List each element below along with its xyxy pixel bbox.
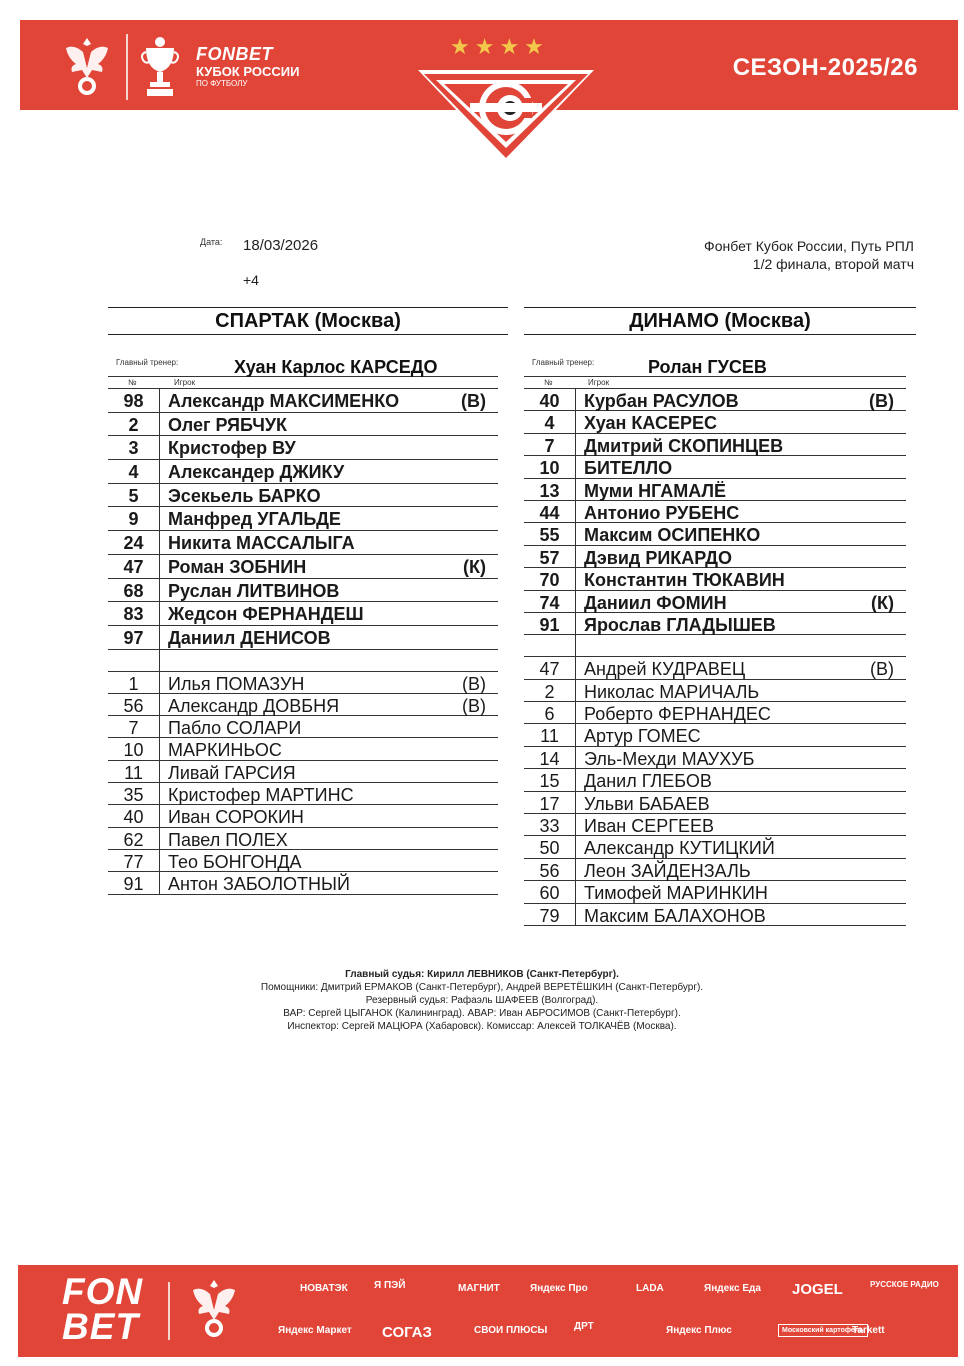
player-row	[108, 507, 498, 531]
player-row	[524, 724, 906, 746]
player-row	[108, 783, 498, 805]
player-name: Николас МАРИЧАЛЬ	[584, 681, 760, 702]
player-name: Даниил ФОМИН	[584, 592, 727, 613]
spartak-logo-icon	[418, 70, 594, 162]
sponsor-logo: ДРТ	[574, 1321, 594, 1332]
player-number: 2	[108, 413, 160, 436]
header-divider	[126, 34, 128, 100]
player-role-mark: (В)	[462, 695, 486, 716]
player-name: Ливай ГАРСИЯ	[168, 762, 296, 783]
fonbet-logo-line2: BET	[62, 1306, 139, 1347]
player-number: 47	[524, 657, 576, 678]
sponsor-logo: Tarkett	[852, 1325, 885, 1336]
player-number: 74	[524, 591, 576, 612]
match-extra: +4	[243, 272, 259, 288]
cup-title: КУБОК РОССИИ	[196, 64, 300, 79]
player-name: Иван СЕРГЕЕВ	[584, 816, 715, 837]
cup-brand: FONBET	[196, 44, 273, 64]
player-row	[524, 523, 906, 545]
footer-divider	[168, 1282, 170, 1340]
sponsor-logo: Московский картофель	[778, 1324, 868, 1337]
player-number: 68	[108, 579, 160, 602]
player-column-label: Игрок	[174, 378, 196, 387]
player-row	[524, 814, 906, 836]
player-number: 4	[524, 411, 576, 432]
rfs-eagle-emblem-icon	[188, 1276, 240, 1342]
player-name: Максим ОСИПЕНКО	[584, 525, 761, 546]
match-date: 18/03/2026	[243, 237, 319, 254]
player-role-mark: (К)	[463, 556, 486, 577]
player-number: 2	[524, 680, 576, 701]
player-row	[108, 602, 498, 626]
player-number: 14	[524, 747, 576, 768]
player-row	[108, 805, 498, 827]
player-row	[524, 389, 906, 411]
player-name: Леон ЗАЙДЕНЗАЛЬ	[584, 860, 751, 881]
cup-trophy-icon	[140, 34, 180, 100]
player-name: Ярослав ГЛАДЫШЕВ	[584, 614, 776, 635]
player-number: 77	[108, 850, 160, 871]
player-row	[108, 738, 498, 760]
player-row	[524, 501, 906, 523]
player-row	[108, 436, 498, 460]
sponsor-logo: LADA	[636, 1283, 664, 1294]
sponsor-logo: Я ПЭЙ	[374, 1280, 406, 1291]
player-name: Никита МАССАЛЫГА	[168, 533, 355, 554]
sponsor-logo: Яндекс Про	[530, 1283, 588, 1294]
player-name: Константин ТЮКАВИН	[584, 570, 785, 591]
player-name: Александер ДЖИКУ	[168, 462, 345, 483]
player-name: МАРКИНЬОС	[168, 740, 282, 761]
player-number: 13	[524, 479, 576, 500]
player-name: БИТЕЛЛО	[584, 458, 673, 479]
tournament-stage: 1/2 финала, второй матч	[752, 256, 914, 272]
player-number: 6	[524, 702, 576, 723]
sponsor-logo: НОВАТЭК	[300, 1283, 348, 1294]
player-number: 44	[524, 501, 576, 522]
player-name: Даниил ДЕНИСОВ	[168, 627, 331, 648]
player-row	[108, 672, 498, 694]
player-row	[524, 657, 906, 679]
home-coach-row	[108, 335, 498, 377]
fonbet-logo	[62, 1271, 144, 1347]
player-name: Хуан КАСЕРЕС	[584, 413, 717, 434]
reserve-referee: Резервный судья: Рафаэль ШАФЕЕВ (Волгоград).	[365, 995, 599, 1006]
home-column-header	[108, 377, 498, 389]
player-number: 97	[108, 626, 160, 649]
away-coach-row	[524, 335, 906, 377]
player-name: Жедсон ФЕРНАНДЕШ	[168, 604, 364, 625]
player-number: 5	[108, 484, 160, 507]
player-number: 15	[524, 769, 576, 790]
player-name: Артур ГОМЕС	[584, 726, 701, 747]
player-number: 62	[108, 828, 160, 849]
player-number	[524, 635, 576, 656]
sponsor-banner	[18, 1265, 958, 1357]
spacer-row	[108, 650, 498, 672]
player-row	[524, 680, 906, 702]
player-number: 91	[524, 613, 576, 634]
player-name: Максим БАЛАХОНОВ	[584, 905, 766, 926]
player-name: Александр КУТИЦКИЙ	[584, 838, 775, 859]
player-number: 79	[524, 904, 576, 925]
player-name: Ульви БАБАЕВ	[584, 793, 710, 814]
player-row	[524, 747, 906, 769]
player-row	[108, 761, 498, 783]
sponsor-logo: Яндекс Плюс	[666, 1325, 732, 1336]
player-name: Муми НГАМАЛЁ	[584, 480, 727, 501]
player-row	[108, 872, 498, 894]
player-name: Иван СОРОКИН	[168, 807, 304, 828]
player-row	[524, 411, 906, 433]
player-name: Кристофер МАРТИНС	[168, 785, 354, 806]
player-name: Манфред УГАЛЬДЕ	[168, 509, 341, 530]
player-row	[108, 484, 498, 508]
player-name: Дмитрий СКОПИНЦЕВ	[584, 435, 784, 456]
season-label: СЕЗОН-2025/26	[732, 54, 918, 81]
sponsor-logo: СВОИ ПЛЮСЫ	[474, 1325, 548, 1336]
fonbet-logo-line1: FON	[62, 1271, 144, 1312]
player-row	[108, 579, 498, 603]
player-row	[108, 460, 498, 484]
num-column-label: №	[544, 378, 553, 387]
cup-subtitle: ПО ФУТБОЛУ	[196, 79, 248, 88]
rfs-eagle-emblem-icon	[62, 34, 112, 100]
match-officials	[20, 968, 944, 1033]
player-name: Антонио РУБЕНС	[584, 502, 740, 523]
away-column-header	[524, 377, 906, 389]
player-row	[524, 591, 906, 613]
player-number: 70	[524, 568, 576, 589]
player-name: Александр ДОВБНЯ	[168, 695, 340, 716]
player-role-mark: (К)	[871, 592, 894, 613]
player-number: 1	[108, 672, 160, 693]
player-name: Курбан РАСУЛОВ	[584, 391, 739, 411]
player-row	[108, 413, 498, 437]
player-row	[524, 434, 906, 456]
player-row	[108, 716, 498, 738]
assistant-referees: Помощники: Дмитрий ЕРМАКОВ (Санкт-Петербург), Андрей ВЕРЕТЁШКИН (Санкт-Петербург).	[260, 982, 704, 993]
player-role-mark: (В)	[870, 659, 894, 680]
player-number: 33	[524, 814, 576, 835]
player-number: 35	[108, 783, 160, 804]
player-row	[108, 531, 498, 555]
player-name: Антон ЗАБОЛОТНЫЙ	[168, 874, 350, 895]
player-row	[524, 859, 906, 881]
player-row	[108, 555, 498, 579]
player-row	[524, 881, 906, 903]
player-number: 17	[524, 792, 576, 813]
player-row	[108, 389, 498, 413]
coach-label: Главный тренер:	[532, 358, 595, 367]
player-row	[524, 568, 906, 590]
sponsor-logo: JOGEL	[792, 1281, 843, 1298]
player-number: 10	[524, 456, 576, 477]
player-number: 50	[524, 836, 576, 857]
player-row	[524, 479, 906, 501]
player-number: 3	[108, 436, 160, 459]
away-team-sheet	[524, 307, 916, 926]
player-number: 57	[524, 546, 576, 567]
player-number: 40	[108, 805, 160, 826]
player-number: 56	[108, 694, 160, 715]
inspector-commissioner: Инспектор: Сергей МАЦЮРА (Хабаровск). Комиссар: Алексей ТОЛКАЧЁВ (Москва).	[287, 1021, 677, 1032]
player-number: 55	[524, 523, 576, 544]
player-number: 98	[108, 389, 160, 412]
player-name: Данил ГЛЕБОВ	[584, 771, 712, 792]
player-row	[524, 546, 906, 568]
player-name: Роберто ФЕРНАНДЕС	[584, 704, 771, 725]
player-number: 56	[524, 859, 576, 880]
player-name: Андрей КУДРАВЕЦ	[584, 659, 746, 680]
player-name: Тимофей МАРИНКИН	[584, 883, 768, 904]
player-name: Павел ПОЛЕХ	[168, 829, 288, 850]
player-column-label: Игрок	[588, 378, 610, 387]
player-number: 40	[524, 389, 576, 410]
player-number: 91	[108, 872, 160, 893]
player-number: 7	[108, 716, 160, 737]
player-row	[108, 850, 498, 872]
player-name: Эль-Мехди МАУХУБ	[584, 748, 755, 769]
sponsor-logo: СОГАЗ	[382, 1324, 432, 1341]
player-role-mark: (В)	[462, 673, 486, 694]
player-name: Эсекьель БАРКО	[168, 485, 321, 506]
player-row	[524, 836, 906, 858]
player-row	[108, 626, 498, 650]
player-name: Руслан ЛИТВИНОВ	[168, 580, 340, 601]
away-coach-name: Ролан ГУСЕВ	[648, 357, 767, 377]
tournament-name: Фонбет Кубок России, Путь РПЛ	[704, 238, 914, 254]
player-row	[524, 613, 906, 635]
sponsor-logo: Яндекс Еда	[704, 1283, 761, 1294]
player-row	[524, 702, 906, 724]
home-team-name: СПАРТАК (Москва)	[108, 307, 508, 335]
player-name: Илья ПОМАЗУН	[168, 673, 305, 694]
away-team-name: ДИНАМО (Москва)	[524, 307, 916, 335]
player-row	[524, 792, 906, 814]
player-name: Тео БОНГОНДА	[168, 851, 302, 872]
player-number: 11	[108, 761, 160, 782]
player-row	[524, 456, 906, 478]
player-name: Кристофер ВУ	[168, 438, 296, 459]
player-number	[108, 650, 160, 671]
player-number: 24	[108, 531, 160, 554]
date-label: Дата:	[200, 237, 223, 247]
player-name: Александр МАКСИМЕНКО	[168, 391, 400, 411]
player-name: Роман ЗОБНИН	[168, 556, 307, 577]
player-number: 47	[108, 555, 160, 578]
num-column-label: №	[128, 378, 137, 387]
player-number: 11	[524, 724, 576, 745]
player-number: 4	[108, 460, 160, 483]
tournament-info	[704, 237, 914, 273]
var-referees: ВАР: Сергей ЦЫГАНОК (Калининград). АВАР: Иван АБРОСИМОВ (Санкт-Петербург).	[283, 1008, 681, 1019]
coach-label: Главный тренер:	[116, 358, 179, 367]
sponsor-logo: Яндекс Маркет	[278, 1325, 352, 1336]
player-number: 9	[108, 507, 160, 530]
player-row	[108, 828, 498, 850]
player-role-mark: (В)	[461, 391, 486, 411]
sponsor-logo: МАГНИТ	[458, 1283, 500, 1294]
sponsor-logo: РУССКОЕ РАДИО	[870, 1280, 939, 1289]
player-number: 60	[524, 881, 576, 902]
main-referee: Главный судья: Кирилл ЛЕВНИКОВ (Санкт-Петербург).	[345, 969, 619, 980]
player-name: Олег РЯБЧУК	[168, 414, 288, 435]
player-row	[108, 694, 498, 716]
spacer-row	[524, 635, 906, 657]
home-team-sheet	[108, 307, 508, 895]
player-row	[524, 769, 906, 791]
player-name: Дэвид РИКАРДО	[584, 547, 732, 568]
player-role-mark: (В)	[869, 391, 894, 411]
player-name: Пабло СОЛАРИ	[168, 718, 302, 739]
home-coach-name: Хуан Карлос КАРСЕДО	[234, 357, 438, 377]
player-number: 7	[524, 434, 576, 455]
club-stars: ★★★★	[450, 34, 549, 59]
player-number: 10	[108, 738, 160, 759]
player-number: 83	[108, 602, 160, 625]
player-row	[524, 904, 906, 926]
